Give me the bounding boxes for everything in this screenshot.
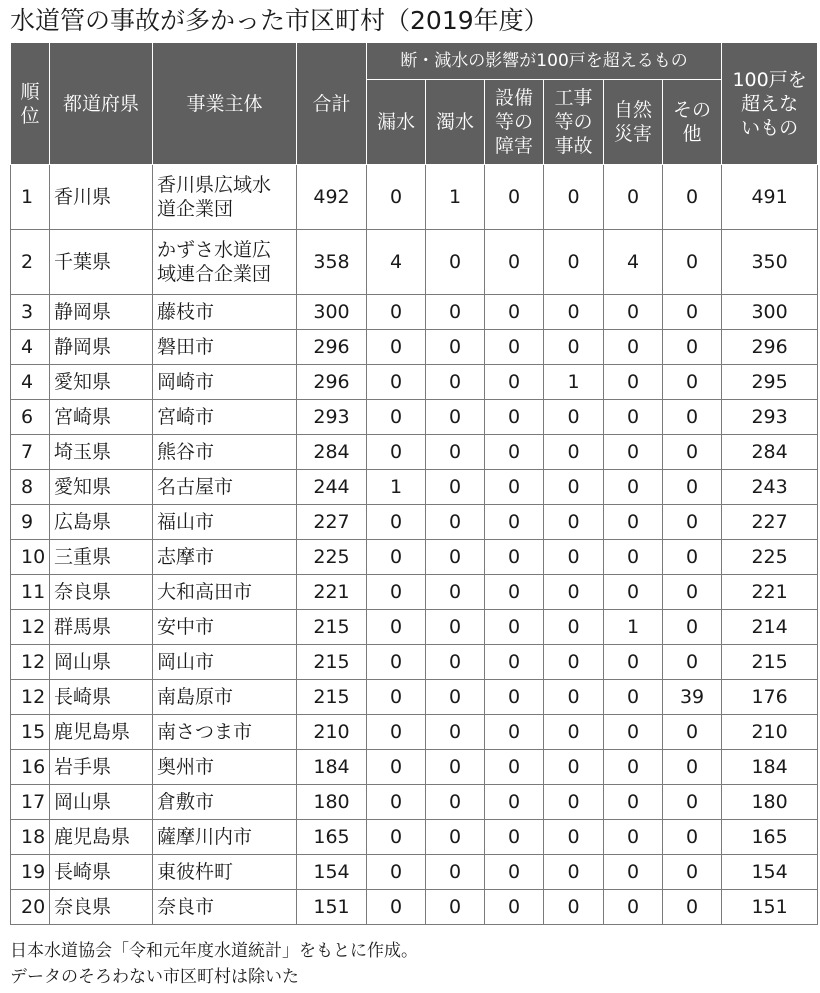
- rank-cell: 18: [11, 820, 50, 855]
- disaster-cell: 0: [604, 750, 663, 785]
- disaster-cell: 0: [604, 470, 663, 505]
- entity-name: 薩摩川内市: [157, 826, 253, 848]
- under-100-cell: 284: [722, 435, 818, 470]
- construction-cell: 0: [544, 505, 604, 540]
- prefecture-cell: 長崎県: [50, 855, 153, 890]
- muddy-cell: 0: [426, 645, 485, 680]
- leak-cell: 0: [367, 365, 426, 400]
- entity-cell: [153, 470, 297, 505]
- equipment-cell: 0: [485, 435, 544, 470]
- prefecture-cell: 奈良県: [50, 890, 153, 925]
- muddy-cell: 0: [426, 330, 485, 365]
- under-100-cell: 184: [722, 750, 818, 785]
- equipment-cell: 0: [485, 540, 544, 575]
- under-100-cell: 221: [722, 575, 818, 610]
- entity-name: かずさ水道広 域連合企業団: [157, 239, 272, 285]
- equipment-cell: 0: [485, 610, 544, 645]
- leak-cell: 0: [367, 785, 426, 820]
- other-cell: 0: [663, 505, 722, 540]
- muddy-cell: 0: [426, 610, 485, 645]
- leak-cell: 0: [367, 540, 426, 575]
- leak-cell: 0: [367, 715, 426, 750]
- entity-name: 香川県広域水 道企業団: [157, 174, 272, 220]
- construction-cell: 0: [544, 575, 604, 610]
- under-100-cell: 151: [722, 890, 818, 925]
- table-row: [11, 470, 818, 505]
- header-muddy: 濁水: [426, 80, 485, 165]
- prefecture-cell: 鹿児島県: [50, 715, 153, 750]
- total-cell: 210: [297, 715, 367, 750]
- leak-cell: 4: [367, 230, 426, 295]
- leak-cell: 0: [367, 820, 426, 855]
- total-cell: 165: [297, 820, 367, 855]
- entity-name: 大和高田市: [157, 581, 253, 603]
- entity-cell: [153, 540, 297, 575]
- other-cell: 0: [663, 855, 722, 890]
- prefecture-cell: 広島県: [50, 505, 153, 540]
- table-row: [11, 505, 818, 540]
- total-cell: 300: [297, 295, 367, 330]
- leak-cell: 0: [367, 330, 426, 365]
- disaster-cell: 4: [604, 230, 663, 295]
- disaster-cell: 0: [604, 295, 663, 330]
- under-100-cell: 293: [722, 400, 818, 435]
- rank-cell: 12: [11, 610, 50, 645]
- prefecture-cell: 愛知県: [50, 365, 153, 400]
- table-row: [11, 645, 818, 680]
- header-entity: 事業主体: [153, 43, 297, 165]
- leak-cell: 0: [367, 750, 426, 785]
- table-row: [11, 540, 818, 575]
- leak-cell: 0: [367, 680, 426, 715]
- prefecture-cell: 静岡県: [50, 330, 153, 365]
- muddy-cell: 0: [426, 230, 485, 295]
- under-100-cell: 227: [722, 505, 818, 540]
- entity-name: 東彼杵町: [157, 861, 234, 883]
- under-100-cell: 176: [722, 680, 818, 715]
- equipment-cell: 0: [485, 505, 544, 540]
- equipment-cell: 0: [485, 750, 544, 785]
- rank-cell: 8: [11, 470, 50, 505]
- header-prefecture: 都道府県: [50, 43, 153, 165]
- entity-name: 宮崎市: [157, 406, 215, 428]
- muddy-cell: 0: [426, 890, 485, 925]
- muddy-cell: 0: [426, 400, 485, 435]
- under-100-cell: 154: [722, 855, 818, 890]
- under-100-cell: 225: [722, 540, 818, 575]
- table-row: [11, 400, 818, 435]
- construction-cell: 0: [544, 785, 604, 820]
- rank-cell: 7: [11, 435, 50, 470]
- entity-name: 奥州市: [157, 756, 215, 778]
- muddy-cell: 0: [426, 820, 485, 855]
- muddy-cell: 0: [426, 575, 485, 610]
- prefecture-cell: 群馬県: [50, 610, 153, 645]
- total-cell: 151: [297, 890, 367, 925]
- muddy-cell: 0: [426, 295, 485, 330]
- entity-name: 名古屋市: [157, 476, 234, 498]
- other-cell: 0: [663, 610, 722, 645]
- prefecture-cell: 岡山県: [50, 645, 153, 680]
- prefecture-cell: 千葉県: [50, 230, 153, 295]
- disaster-cell: 1: [604, 610, 663, 645]
- other-cell: 0: [663, 230, 722, 295]
- under-100-cell: 491: [722, 165, 818, 230]
- prefecture-cell: 岡山県: [50, 785, 153, 820]
- total-cell: 154: [297, 855, 367, 890]
- total-cell: 284: [297, 435, 367, 470]
- leak-cell: 0: [367, 400, 426, 435]
- under-100-cell: 180: [722, 785, 818, 820]
- leak-cell: 0: [367, 505, 426, 540]
- rank-cell: 9: [11, 505, 50, 540]
- rank-cell: 10: [11, 540, 50, 575]
- construction-cell: 0: [544, 470, 604, 505]
- accident-ranking-table: [10, 42, 818, 925]
- equipment-cell: 0: [485, 330, 544, 365]
- muddy-cell: 0: [426, 435, 485, 470]
- other-cell: 0: [663, 750, 722, 785]
- rank-cell: 6: [11, 400, 50, 435]
- header-construction: 工事 等の 事故: [544, 80, 604, 165]
- other-cell: 0: [663, 435, 722, 470]
- under-100-cell: 296: [722, 330, 818, 365]
- muddy-cell: 1: [426, 165, 485, 230]
- disaster-cell: 0: [604, 540, 663, 575]
- rank-cell: 1: [11, 165, 50, 230]
- disaster-cell: 0: [604, 505, 663, 540]
- rank-cell: 3: [11, 295, 50, 330]
- total-cell: 296: [297, 365, 367, 400]
- muddy-cell: 0: [426, 680, 485, 715]
- prefecture-cell: 香川県: [50, 165, 153, 230]
- leak-cell: 0: [367, 295, 426, 330]
- header-rank: 順 位: [11, 43, 50, 165]
- entity-cell: [153, 820, 297, 855]
- rank-cell: 2: [11, 230, 50, 295]
- rank-cell: 16: [11, 750, 50, 785]
- disaster-cell: 0: [604, 855, 663, 890]
- muddy-cell: 0: [426, 715, 485, 750]
- header-leak: 漏水: [367, 80, 426, 165]
- construction-cell: 0: [544, 610, 604, 645]
- table-row: [11, 575, 818, 610]
- construction-cell: 0: [544, 165, 604, 230]
- source-note: 日本水道協会「令和元年度水道統計」をもとに作成。: [10, 941, 418, 961]
- entity-cell: [153, 165, 297, 230]
- page-title: 水道管の事故が多かった市区町村（2019年度）: [10, 6, 549, 35]
- construction-cell: 0: [544, 540, 604, 575]
- other-cell: 0: [663, 470, 722, 505]
- total-cell: 296: [297, 330, 367, 365]
- rank-cell: 17: [11, 785, 50, 820]
- exclusion-note: データのそろわない市区町村は除いた: [10, 967, 299, 987]
- entity-name: 磐田市: [157, 336, 215, 358]
- under-100-cell: 214: [722, 610, 818, 645]
- rank-cell: 12: [11, 645, 50, 680]
- entity-name: 岡崎市: [157, 371, 215, 393]
- construction-cell: 0: [544, 750, 604, 785]
- leak-cell: 0: [367, 435, 426, 470]
- entity-cell: [153, 645, 297, 680]
- other-cell: 0: [663, 295, 722, 330]
- construction-cell: 0: [544, 330, 604, 365]
- total-cell: 225: [297, 540, 367, 575]
- disaster-cell: 0: [604, 400, 663, 435]
- entity-cell: [153, 750, 297, 785]
- total-cell: 184: [297, 750, 367, 785]
- entity-cell: [153, 230, 297, 295]
- disaster-cell: 0: [604, 715, 663, 750]
- rank-cell: 19: [11, 855, 50, 890]
- other-cell: 39: [663, 680, 722, 715]
- header-disaster: 自然 災害: [604, 80, 663, 165]
- construction-cell: 0: [544, 645, 604, 680]
- other-cell: 0: [663, 575, 722, 610]
- other-cell: 0: [663, 820, 722, 855]
- entity-cell: [153, 330, 297, 365]
- table-row: [11, 610, 818, 645]
- entity-cell: [153, 785, 297, 820]
- muddy-cell: 0: [426, 540, 485, 575]
- muddy-cell: 0: [426, 855, 485, 890]
- other-cell: 0: [663, 715, 722, 750]
- equipment-cell: 0: [485, 680, 544, 715]
- table-row: [11, 295, 818, 330]
- rank-cell: 11: [11, 575, 50, 610]
- entity-name: 奈良市: [157, 896, 215, 918]
- construction-cell: 0: [544, 680, 604, 715]
- disaster-cell: 0: [604, 365, 663, 400]
- under-100-cell: 215: [722, 645, 818, 680]
- leak-cell: 0: [367, 575, 426, 610]
- entity-cell: [153, 715, 297, 750]
- entity-cell: [153, 365, 297, 400]
- muddy-cell: 0: [426, 785, 485, 820]
- total-cell: 492: [297, 165, 367, 230]
- under-100-cell: 295: [722, 365, 818, 400]
- disaster-cell: 0: [604, 890, 663, 925]
- rank-cell: 4: [11, 365, 50, 400]
- entity-name: 南島原市: [157, 686, 234, 708]
- construction-cell: 0: [544, 855, 604, 890]
- construction-cell: 0: [544, 295, 604, 330]
- prefecture-cell: 愛知県: [50, 470, 153, 505]
- disaster-cell: 0: [604, 575, 663, 610]
- construction-cell: 0: [544, 435, 604, 470]
- header-total: 合計: [297, 43, 367, 165]
- under-100-cell: 210: [722, 715, 818, 750]
- table-row: [11, 820, 818, 855]
- other-cell: 0: [663, 365, 722, 400]
- other-cell: 0: [663, 540, 722, 575]
- construction-cell: 1: [544, 365, 604, 400]
- equipment-cell: 0: [485, 715, 544, 750]
- equipment-cell: 0: [485, 820, 544, 855]
- prefecture-cell: 鹿児島県: [50, 820, 153, 855]
- rank-cell: 20: [11, 890, 50, 925]
- header-under-100: 100戸を 超えな いもの: [722, 43, 818, 165]
- rank-cell: 12: [11, 680, 50, 715]
- other-cell: 0: [663, 330, 722, 365]
- other-cell: 0: [663, 890, 722, 925]
- table-row: [11, 230, 818, 295]
- disaster-cell: 0: [604, 680, 663, 715]
- table-row: [11, 165, 818, 230]
- entity-name: 福山市: [157, 511, 215, 533]
- equipment-cell: 0: [485, 295, 544, 330]
- equipment-cell: 0: [485, 855, 544, 890]
- muddy-cell: 0: [426, 750, 485, 785]
- muddy-cell: 0: [426, 505, 485, 540]
- total-cell: 215: [297, 610, 367, 645]
- entity-name: 南さつま市: [157, 721, 253, 743]
- entity-cell: [153, 435, 297, 470]
- construction-cell: 0: [544, 820, 604, 855]
- leak-cell: 0: [367, 645, 426, 680]
- entity-cell: [153, 295, 297, 330]
- equipment-cell: 0: [485, 400, 544, 435]
- equipment-cell: 0: [485, 575, 544, 610]
- prefecture-cell: 奈良県: [50, 575, 153, 610]
- table-body: [11, 165, 818, 925]
- disaster-cell: 0: [604, 785, 663, 820]
- table-row: [11, 715, 818, 750]
- under-100-cell: 300: [722, 295, 818, 330]
- equipment-cell: 0: [485, 645, 544, 680]
- equipment-cell: 0: [485, 470, 544, 505]
- entity-cell: [153, 610, 297, 645]
- entity-cell: [153, 400, 297, 435]
- rank-cell: 4: [11, 330, 50, 365]
- leak-cell: 0: [367, 855, 426, 890]
- table-row: [11, 750, 818, 785]
- entity-cell: [153, 505, 297, 540]
- entity-name: 熊谷市: [157, 441, 215, 463]
- entity-name: 志摩市: [157, 546, 215, 568]
- header-other: その 他: [663, 80, 722, 165]
- table-row: [11, 435, 818, 470]
- prefecture-cell: 静岡県: [50, 295, 153, 330]
- construction-cell: 0: [544, 230, 604, 295]
- muddy-cell: 0: [426, 470, 485, 505]
- equipment-cell: 0: [485, 365, 544, 400]
- leak-cell: 0: [367, 890, 426, 925]
- total-cell: 293: [297, 400, 367, 435]
- leak-cell: 0: [367, 610, 426, 645]
- entity-name: 岡山市: [157, 651, 215, 673]
- total-cell: 180: [297, 785, 367, 820]
- entity-cell: [153, 855, 297, 890]
- table-row: [11, 890, 818, 925]
- equipment-cell: 0: [485, 165, 544, 230]
- leak-cell: 1: [367, 470, 426, 505]
- other-cell: 0: [663, 165, 722, 230]
- construction-cell: 0: [544, 400, 604, 435]
- table-row: [11, 365, 818, 400]
- table-row: [11, 330, 818, 365]
- total-cell: 227: [297, 505, 367, 540]
- entity-name: 倉敷市: [157, 791, 215, 813]
- construction-cell: 0: [544, 890, 604, 925]
- under-100-cell: 350: [722, 230, 818, 295]
- total-cell: 358: [297, 230, 367, 295]
- disaster-cell: 0: [604, 645, 663, 680]
- disaster-cell: 0: [604, 165, 663, 230]
- entity-name: 藤枝市: [157, 301, 215, 323]
- disaster-cell: 0: [604, 435, 663, 470]
- equipment-cell: 0: [485, 890, 544, 925]
- muddy-cell: 0: [426, 365, 485, 400]
- entity-cell: [153, 890, 297, 925]
- header-group-over-100: 断・減水の影響が100戸を超えるもの: [367, 43, 722, 80]
- entity-cell: [153, 680, 297, 715]
- header-equipment: 設備 等の 障害: [485, 80, 544, 165]
- table-row: [11, 785, 818, 820]
- other-cell: 0: [663, 645, 722, 680]
- disaster-cell: 0: [604, 330, 663, 365]
- total-cell: 215: [297, 645, 367, 680]
- total-cell: 215: [297, 680, 367, 715]
- prefecture-cell: 長崎県: [50, 680, 153, 715]
- other-cell: 0: [663, 400, 722, 435]
- other-cell: 0: [663, 785, 722, 820]
- entity-name: 安中市: [157, 616, 215, 638]
- prefecture-cell: 宮崎県: [50, 400, 153, 435]
- disaster-cell: 0: [604, 820, 663, 855]
- equipment-cell: 0: [485, 785, 544, 820]
- prefecture-cell: 岩手県: [50, 750, 153, 785]
- leak-cell: 0: [367, 165, 426, 230]
- prefecture-cell: 三重県: [50, 540, 153, 575]
- equipment-cell: 0: [485, 230, 544, 295]
- table-row: [11, 680, 818, 715]
- table-row: [11, 855, 818, 890]
- rank-cell: 15: [11, 715, 50, 750]
- under-100-cell: 243: [722, 470, 818, 505]
- total-cell: 221: [297, 575, 367, 610]
- construction-cell: 0: [544, 715, 604, 750]
- prefecture-cell: 埼玉県: [50, 435, 153, 470]
- entity-cell: [153, 575, 297, 610]
- under-100-cell: 165: [722, 820, 818, 855]
- total-cell: 244: [297, 470, 367, 505]
